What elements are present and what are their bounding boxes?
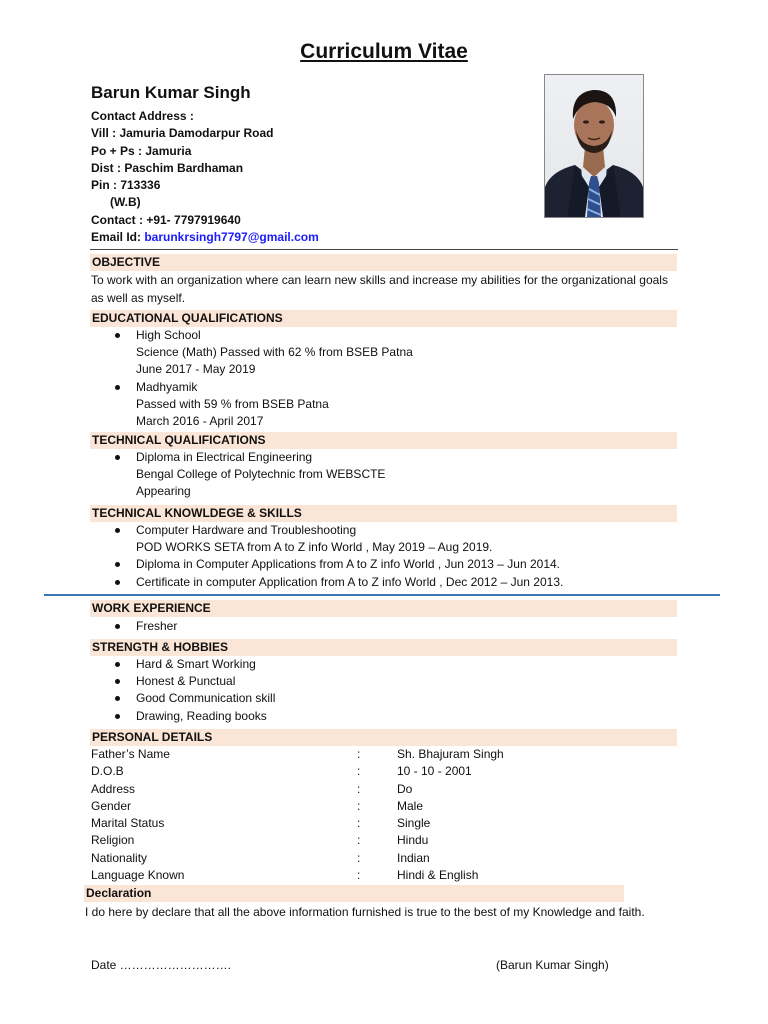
detail-value: Sh. Bhajuram Singh <box>397 747 504 761</box>
contact-address-label: Contact Address : <box>91 109 194 123</box>
detail-value: Hindu <box>397 833 429 848</box>
education-dates: March 2016 - April 2017 <box>136 414 264 429</box>
document-title: Curriculum Vitae <box>300 40 468 63</box>
list-item <box>110 656 275 673</box>
detail-separator: : <box>357 747 361 761</box>
detail-value: Single <box>397 816 431 831</box>
detail-separator: : <box>357 850 361 865</box>
list-item <box>110 574 563 591</box>
portrait-illustration <box>545 75 643 217</box>
address-line: Vill : Jamuria Damodarpur Road <box>91 126 274 141</box>
detail-label: Language Known <box>91 868 185 883</box>
detail-separator: : <box>357 833 361 848</box>
detail-label: Address <box>91 781 136 796</box>
detail-value: Male <box>397 798 424 813</box>
address-line: Po + Ps : Jamuria <box>91 143 192 158</box>
section-heading-skills: TECHNICAL KNOWLDEGE & SKILLS <box>90 505 677 522</box>
detail-value: Do <box>397 781 413 796</box>
address-line: (W.B) <box>110 195 141 210</box>
detail-label: Father’s Name <box>91 747 170 761</box>
address-line: Pin : 713336 <box>91 178 161 193</box>
page-break-divider <box>44 594 720 596</box>
section-heading-objective: OBJECTIVE <box>90 254 677 271</box>
skills-list <box>110 522 563 591</box>
list-item <box>110 449 385 501</box>
list-item <box>110 379 413 431</box>
skill-title: Certificate in computer Application from A to Z info World , Dec 2012 – Jun 2013. <box>136 574 564 589</box>
detail-label: Nationality <box>91 850 148 865</box>
strengths-list <box>110 656 275 725</box>
address-line: Dist : Paschim Bardhaman <box>91 160 244 175</box>
list-item <box>110 618 177 635</box>
list-item <box>110 556 563 573</box>
section-heading-strengths: STRENGTH & HOBBIES <box>90 639 677 656</box>
profile-photo <box>544 74 644 218</box>
strength-item: Honest & Punctual <box>136 674 236 689</box>
section-heading-technical: TECHNICAL QUALIFICATIONS <box>90 432 677 449</box>
header-divider <box>90 249 678 250</box>
section-heading-work: WORK EXPERIENCE <box>90 600 677 617</box>
email-label: Email Id: <box>91 230 145 245</box>
detail-label: Marital Status <box>91 816 165 831</box>
detail-separator: : <box>357 816 361 831</box>
technical-list <box>110 449 385 501</box>
strength-item: Hard & Smart Working <box>136 657 256 671</box>
detail-label: Gender <box>91 798 132 813</box>
technical-title: Diploma in Electrical Engineering <box>136 450 313 464</box>
technical-status: Appearing <box>136 484 191 499</box>
declaration-text: I do here by declare that all the above information furnished is true to the best of my Knowledge and faith. <box>85 905 645 919</box>
detail-value: Indian <box>397 850 430 865</box>
detail-value: Hindi & English <box>397 868 479 883</box>
detail-separator: : <box>357 781 361 796</box>
list-item <box>110 522 563 556</box>
list-item <box>110 708 275 725</box>
detail-label: D.O.B <box>91 764 124 779</box>
education-dates: June 2017 - May 2019 <box>136 362 256 377</box>
objective-text: To work with an organization where can learn new skills and increase my abilities for the organizational goals as well as myself. <box>91 273 668 305</box>
email-row <box>91 229 319 246</box>
section-heading-personal: PERSONAL DETAILS <box>90 729 677 746</box>
education-list <box>110 327 413 430</box>
candidate-name: Barun Kumar Singh <box>91 83 251 102</box>
list-item <box>110 690 275 707</box>
contact-block <box>91 108 319 246</box>
work-item: Fresher <box>136 619 178 633</box>
detail-separator: : <box>357 798 361 813</box>
strength-item: Good Communication skill <box>136 691 276 706</box>
detail-separator: : <box>357 868 361 883</box>
skill-title: Diploma in Computer Applications from A to Z info World , Jun 2013 – Jun 2014. <box>136 557 561 572</box>
section-heading-declaration: Declaration <box>84 885 624 902</box>
section-heading-education: EDUCATIONAL QUALIFICATIONS <box>90 310 677 327</box>
skill-detail: POD WORKS SETA from A to Z info World , May 2019 – Aug 2019. <box>136 540 493 555</box>
detail-value: 10 - 10 - 2001 <box>397 764 472 779</box>
technical-detail: Bengal College of Polytechnic from WEBSCTE <box>136 467 386 482</box>
email-link[interactable]: barunkrsingh7797@gmail.com <box>144 230 319 245</box>
education-detail: Passed with 59 % from BSEB Patna <box>136 396 329 411</box>
signature-name: (Barun Kumar Singh) <box>496 958 609 972</box>
work-list <box>110 618 177 635</box>
education-title: High School <box>136 328 201 342</box>
date-line: Date ………………………. <box>91 958 232 972</box>
education-detail: Science (Math) Passed with 62 % from BSEB Patna <box>136 345 413 360</box>
education-title: Madhyamik <box>136 379 198 394</box>
list-item <box>110 673 275 690</box>
skill-title: Computer Hardware and Troubleshooting <box>136 523 357 537</box>
detail-separator: : <box>357 764 361 779</box>
detail-label: Religion <box>91 833 135 848</box>
list-item <box>110 327 413 379</box>
phone-number: Contact : +91- 7797919640 <box>91 212 241 227</box>
strength-item: Drawing, Reading books <box>136 708 267 723</box>
